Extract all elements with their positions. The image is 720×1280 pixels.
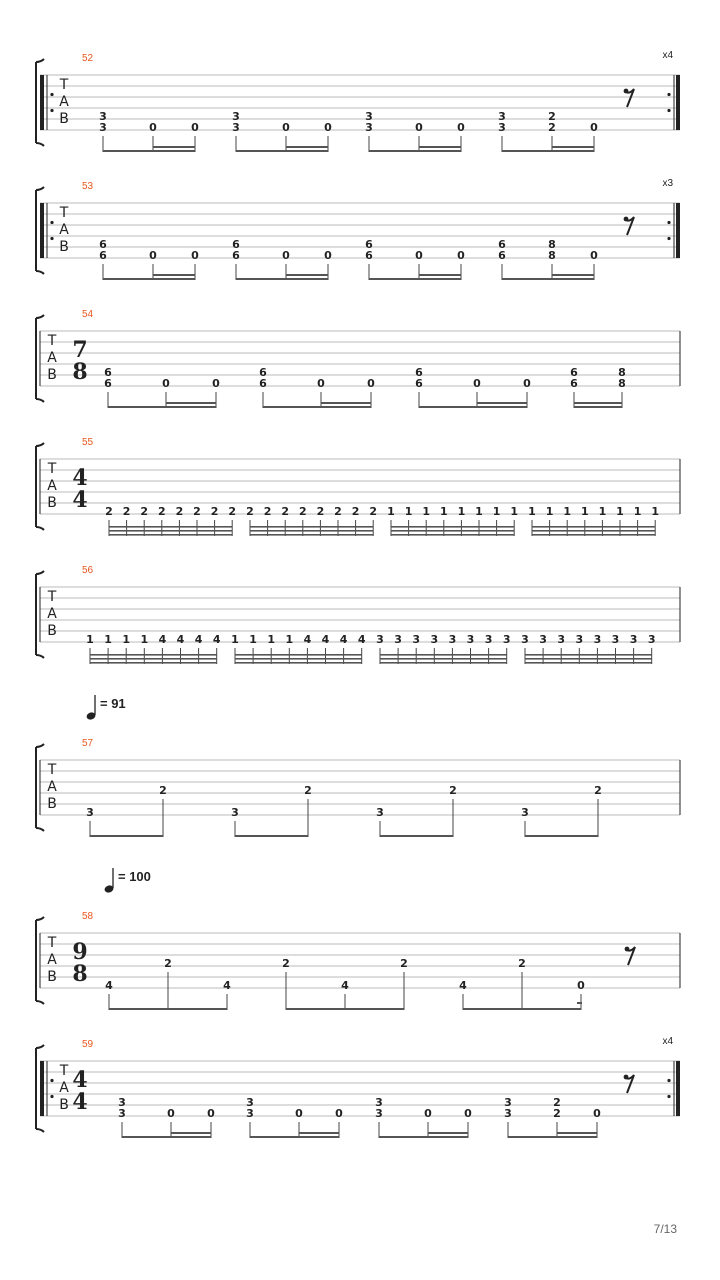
fret-number: 2 xyxy=(553,1107,561,1120)
fret-number: 0 xyxy=(191,249,199,262)
fret-number: 3 xyxy=(99,121,107,134)
repeat-dot xyxy=(667,221,670,224)
fret-number: 4 xyxy=(357,633,366,646)
fret-number: 3 xyxy=(118,1107,126,1120)
beam xyxy=(525,835,598,837)
fret-number: 0 xyxy=(149,249,157,262)
tab-clef-letter: T xyxy=(59,205,69,221)
beam xyxy=(380,658,507,660)
fret-number: 1 xyxy=(404,505,413,518)
beam xyxy=(109,530,232,532)
fret-number: 1 xyxy=(457,505,466,518)
fret-number: 3 xyxy=(593,633,602,646)
fret-number: 6 xyxy=(104,377,112,390)
beam xyxy=(508,1136,597,1138)
fret-number: 3 xyxy=(365,110,373,123)
beam xyxy=(525,662,652,664)
fret-number: 0 xyxy=(207,1107,215,1120)
beam xyxy=(286,1008,404,1010)
beam xyxy=(90,662,217,664)
beam xyxy=(380,654,507,656)
fret-number: 2 xyxy=(351,505,360,518)
fret-number: 6 xyxy=(259,366,267,379)
time-signature-top: 4 xyxy=(72,465,88,491)
fret-number: 3 xyxy=(629,633,638,646)
tempo-marking: = 100 xyxy=(118,869,151,884)
beam xyxy=(90,835,163,837)
fret-number: 1 xyxy=(231,633,239,646)
fret-number: 4 xyxy=(459,979,467,992)
fret-number: 2 xyxy=(175,505,184,518)
fret-number: 1 xyxy=(633,505,642,518)
fret-number: 0 xyxy=(424,1107,432,1120)
fret-number: 0 xyxy=(523,377,531,390)
fret-number: 4 xyxy=(212,633,221,646)
repeat-end-barline xyxy=(676,1061,680,1116)
fret-number: 4 xyxy=(105,979,113,992)
fret-number: 1 xyxy=(510,505,519,518)
fret-number: 6 xyxy=(570,377,578,390)
time-signature-bottom: 4 xyxy=(72,1089,88,1115)
fret-number: 1 xyxy=(598,505,607,518)
beam xyxy=(250,530,373,532)
fret-number: 3 xyxy=(611,633,620,646)
fret-number: 2 xyxy=(122,505,131,518)
beam xyxy=(109,526,232,528)
fret-number: 1 xyxy=(285,633,294,646)
fret-number: 3 xyxy=(498,121,506,134)
tab-clef-letter: A xyxy=(47,606,57,622)
tab-clef-letter: A xyxy=(47,952,57,968)
beam xyxy=(122,1136,211,1138)
tab-clef-letter: A xyxy=(47,350,57,366)
fret-number: 6 xyxy=(104,366,112,379)
fret-number: 4 xyxy=(158,633,167,646)
fret-number: 1 xyxy=(545,505,554,518)
tab-clef-letter: T xyxy=(47,589,57,605)
fret-number: 3 xyxy=(521,633,529,646)
fret-number: 3 xyxy=(539,633,547,646)
fret-number: 1 xyxy=(249,633,257,646)
repeat-count: x3 xyxy=(662,178,673,189)
fret-number: 1 xyxy=(528,505,536,518)
fret-number: 0 xyxy=(415,249,423,262)
tab-clef-letter: B xyxy=(47,796,57,812)
fret-number: 2 xyxy=(334,505,342,518)
beam xyxy=(250,534,373,536)
fret-number: 3 xyxy=(99,110,107,123)
beam xyxy=(463,1008,581,1010)
fret-number: 3 xyxy=(86,806,94,819)
beam-secondary xyxy=(419,274,461,276)
beam-secondary xyxy=(171,1132,211,1134)
fret-number: 1 xyxy=(580,505,589,518)
fret-number: 0 xyxy=(282,249,290,262)
time-signature-top: 4 xyxy=(72,1067,88,1093)
tab-system-59 xyxy=(36,1036,680,1138)
beam xyxy=(532,526,655,528)
fret-number: 0 xyxy=(317,377,325,390)
fret-number: 2 xyxy=(553,1096,561,1109)
fret-number: 3 xyxy=(466,633,475,646)
tab-system-52 xyxy=(36,50,680,152)
fret-number: 0 xyxy=(149,121,157,134)
fret-number: 1 xyxy=(387,505,395,518)
beam-secondary xyxy=(574,402,622,404)
fret-number: 8 xyxy=(618,377,626,390)
fret-number: 4 xyxy=(223,979,231,992)
beam-secondary xyxy=(286,146,328,148)
fret-number: 0 xyxy=(367,377,375,390)
fret-number: 4 xyxy=(176,633,185,646)
fret-number: 2 xyxy=(449,784,457,797)
beam xyxy=(369,150,461,152)
fret-number: 3 xyxy=(504,1096,512,1109)
fret-number: 1 xyxy=(651,505,660,518)
repeat-start-barline xyxy=(40,75,44,130)
fret-number: 2 xyxy=(316,505,325,518)
repeat-dot xyxy=(50,237,53,240)
fret-number: 3 xyxy=(375,1107,383,1120)
repeat-end-barline xyxy=(676,75,680,130)
fret-number: 3 xyxy=(394,633,402,646)
eighth-rest-dot xyxy=(624,1075,629,1080)
tab-clef-letter: T xyxy=(47,935,57,951)
beam-secondary xyxy=(299,1132,339,1134)
beam xyxy=(369,278,461,280)
fret-number: 3 xyxy=(502,633,511,646)
fret-number: 2 xyxy=(298,505,307,518)
fret-number: 2 xyxy=(304,784,312,797)
measure-number: 55 xyxy=(82,437,94,448)
fret-number: 0 xyxy=(590,249,598,262)
beam-secondary xyxy=(428,1132,468,1134)
beam xyxy=(90,654,217,656)
fret-number: 2 xyxy=(369,505,378,518)
fret-number: 2 xyxy=(246,505,254,518)
repeat-dot xyxy=(667,93,670,96)
beam xyxy=(525,658,652,660)
beam xyxy=(235,654,362,656)
fret-number: 4 xyxy=(341,979,349,992)
tab-clef-letter: B xyxy=(59,1097,69,1113)
beam-secondary xyxy=(419,146,461,148)
repeat-count: x4 xyxy=(662,50,673,61)
beam xyxy=(236,278,328,280)
fret-number: 8 xyxy=(548,238,556,251)
fret-number: 4 xyxy=(303,633,312,646)
measure-number: 56 xyxy=(82,565,94,576)
fret-number: 6 xyxy=(498,249,506,262)
repeat-end-barline xyxy=(676,203,680,258)
beam xyxy=(502,150,594,152)
fret-number: 0 xyxy=(457,249,465,262)
tab-clef-letter: T xyxy=(47,333,57,349)
repeat-dot xyxy=(667,237,670,240)
tab-clef-letter: B xyxy=(59,111,69,127)
beam-secondary xyxy=(153,146,195,148)
fret-number: 3 xyxy=(412,633,421,646)
fret-number: 3 xyxy=(430,633,439,646)
beam xyxy=(90,658,217,660)
fret-number: 6 xyxy=(99,249,107,262)
fret-number: 4 xyxy=(339,633,348,646)
tab-clef-letter: B xyxy=(47,495,57,511)
fret-number: 2 xyxy=(164,957,172,970)
fret-number: 8 xyxy=(548,249,556,262)
fret-number: 0 xyxy=(457,121,465,134)
beam xyxy=(103,278,195,280)
fret-number: 0 xyxy=(577,979,585,992)
fret-number: 0 xyxy=(415,121,423,134)
tab-system-57 xyxy=(36,695,680,837)
tab-clef-letter: T xyxy=(59,77,69,93)
tab-clef-letter: T xyxy=(47,762,57,778)
measure-number: 53 xyxy=(82,181,94,192)
tab-clef-letter: T xyxy=(59,1063,69,1079)
tab-clef-letter: A xyxy=(59,1080,69,1096)
beam xyxy=(109,534,232,536)
fret-number: 1 xyxy=(422,505,431,518)
beam xyxy=(379,1136,468,1138)
fret-number: 3 xyxy=(376,633,384,646)
time-signature-bottom: 4 xyxy=(72,487,88,513)
fret-number: 3 xyxy=(484,633,493,646)
fret-number: 2 xyxy=(282,957,290,970)
beam-stub xyxy=(577,1002,582,1004)
fret-number: 0 xyxy=(324,121,332,134)
fret-number: 6 xyxy=(365,249,373,262)
fret-number: 6 xyxy=(232,238,240,251)
fret-number: 3 xyxy=(231,806,239,819)
tempo-marking: = 91 xyxy=(100,696,126,711)
fret-number: 1 xyxy=(439,505,448,518)
beam xyxy=(235,662,362,664)
fret-number: 3 xyxy=(504,1107,512,1120)
fret-number: 0 xyxy=(191,121,199,134)
fret-number: 2 xyxy=(263,505,272,518)
time-signature-bottom: 8 xyxy=(72,961,88,987)
repeat-dot xyxy=(50,93,53,96)
fret-number: 6 xyxy=(570,366,578,379)
beam-secondary xyxy=(153,274,195,276)
fret-number: 3 xyxy=(118,1096,126,1109)
measure-number: 52 xyxy=(82,53,94,64)
fret-number: 2 xyxy=(210,505,219,518)
fret-number: 0 xyxy=(473,377,481,390)
repeat-dot xyxy=(50,221,53,224)
fret-number: 6 xyxy=(365,238,373,251)
beam xyxy=(263,406,371,408)
repeat-dot xyxy=(50,1079,53,1082)
beam xyxy=(502,278,594,280)
fret-number: 3 xyxy=(647,633,656,646)
fret-number: 1 xyxy=(475,505,483,518)
fret-number: 2 xyxy=(157,505,166,518)
fret-number: 2 xyxy=(193,505,201,518)
fret-number: 3 xyxy=(365,121,373,134)
beam-secondary xyxy=(286,274,328,276)
beam xyxy=(109,1008,227,1010)
time-signature-top: 7 xyxy=(72,337,88,363)
tab-clef-letter: A xyxy=(59,94,69,110)
page-number: 7/13 xyxy=(653,1222,677,1236)
beam-secondary xyxy=(166,402,216,404)
fret-number: 2 xyxy=(518,957,526,970)
tab-system-55 xyxy=(36,437,680,536)
fret-number: 1 xyxy=(122,633,131,646)
measure-number: 58 xyxy=(82,911,94,922)
beam-secondary xyxy=(321,402,371,404)
fret-number: 3 xyxy=(521,806,529,819)
tab-clef-letter: B xyxy=(47,367,57,383)
fret-number: 2 xyxy=(140,505,149,518)
tab-clef-letter: T xyxy=(47,461,57,477)
fret-number: 2 xyxy=(594,784,602,797)
tab-clef-letter: A xyxy=(47,478,57,494)
fret-number: 3 xyxy=(232,121,240,134)
fret-number: 3 xyxy=(232,110,240,123)
fret-number: 3 xyxy=(246,1096,254,1109)
fret-number: 2 xyxy=(228,505,237,518)
fret-number: 0 xyxy=(335,1107,343,1120)
beam xyxy=(380,835,453,837)
fret-number: 3 xyxy=(375,1096,383,1109)
beam-secondary xyxy=(477,402,527,404)
beam xyxy=(532,530,655,532)
beam-secondary xyxy=(552,274,594,276)
tab-clef-letter: B xyxy=(47,969,57,985)
fret-number: 1 xyxy=(492,505,501,518)
beam-secondary xyxy=(557,1132,597,1134)
fret-number: 6 xyxy=(415,377,423,390)
repeat-dot xyxy=(667,1095,670,1098)
fret-number: 0 xyxy=(167,1107,175,1120)
time-signature-bottom: 8 xyxy=(72,359,88,385)
tab-system-54 xyxy=(36,309,680,408)
fret-number: 3 xyxy=(246,1107,254,1120)
beam xyxy=(380,662,507,664)
fret-number: 3 xyxy=(575,633,584,646)
beam xyxy=(250,526,373,528)
repeat-dot xyxy=(50,1095,53,1098)
beam-secondary xyxy=(552,146,594,148)
fret-number: 6 xyxy=(259,377,267,390)
beam xyxy=(250,1136,339,1138)
beam xyxy=(236,150,328,152)
fret-number: 0 xyxy=(593,1107,601,1120)
repeat-dot xyxy=(667,1079,670,1082)
fret-number: 0 xyxy=(212,377,220,390)
fret-number: 0 xyxy=(162,377,170,390)
beam xyxy=(419,406,527,408)
measure-number: 57 xyxy=(82,738,94,749)
fret-number: 1 xyxy=(140,633,149,646)
eighth-rest-dot xyxy=(624,89,629,94)
beam xyxy=(235,658,362,660)
fret-number: 6 xyxy=(498,238,506,251)
fret-number: 2 xyxy=(105,505,113,518)
fret-number: 1 xyxy=(616,505,624,518)
eighth-rest-dot xyxy=(624,217,629,222)
fret-number: 3 xyxy=(498,110,506,123)
fret-number: 3 xyxy=(557,633,566,646)
tab-system-53 xyxy=(36,178,680,280)
fret-number: 3 xyxy=(448,633,457,646)
time-signature-top: 9 xyxy=(72,939,88,965)
fret-number: 0 xyxy=(324,249,332,262)
repeat-dot xyxy=(667,109,670,112)
fret-number: 0 xyxy=(464,1107,472,1120)
fret-number: 1 xyxy=(267,633,276,646)
fret-number: 1 xyxy=(104,633,112,646)
fret-number: 8 xyxy=(618,366,626,379)
fret-number: 2 xyxy=(159,784,167,797)
beam xyxy=(391,534,514,536)
measure-number: 59 xyxy=(82,1039,94,1050)
fret-number: 6 xyxy=(232,249,240,262)
beam xyxy=(532,534,655,536)
beam xyxy=(391,530,514,532)
fret-number: 2 xyxy=(548,121,556,134)
beam xyxy=(103,150,195,152)
beam xyxy=(525,654,652,656)
repeat-start-barline xyxy=(40,1061,44,1116)
fret-number: 1 xyxy=(563,505,572,518)
tab-system-58 xyxy=(36,868,680,1010)
beam xyxy=(108,406,216,408)
beam xyxy=(235,835,308,837)
fret-number: 0 xyxy=(590,121,598,134)
fret-number: 0 xyxy=(295,1107,303,1120)
repeat-count: x4 xyxy=(662,1036,673,1047)
fret-number: 2 xyxy=(281,505,290,518)
fret-number: 0 xyxy=(282,121,290,134)
fret-number: 2 xyxy=(400,957,408,970)
fret-number: 2 xyxy=(548,110,556,123)
eighth-rest-dot xyxy=(625,947,630,952)
tab-clef-letter: A xyxy=(59,222,69,238)
fret-number: 4 xyxy=(321,633,330,646)
tab-clef-letter: A xyxy=(47,779,57,795)
tab-clef-letter: B xyxy=(59,239,69,255)
fret-number: 4 xyxy=(194,633,203,646)
beam xyxy=(391,526,514,528)
repeat-start-barline xyxy=(40,203,44,258)
repeat-dot xyxy=(50,109,53,112)
beam xyxy=(574,406,622,408)
fret-number: 6 xyxy=(99,238,107,251)
fret-number: 3 xyxy=(376,806,384,819)
tab-clef-letter: B xyxy=(47,623,57,639)
fret-number: 6 xyxy=(415,366,423,379)
fret-number: 1 xyxy=(86,633,94,646)
measure-number: 54 xyxy=(82,309,94,320)
tab-system-56 xyxy=(36,565,680,664)
